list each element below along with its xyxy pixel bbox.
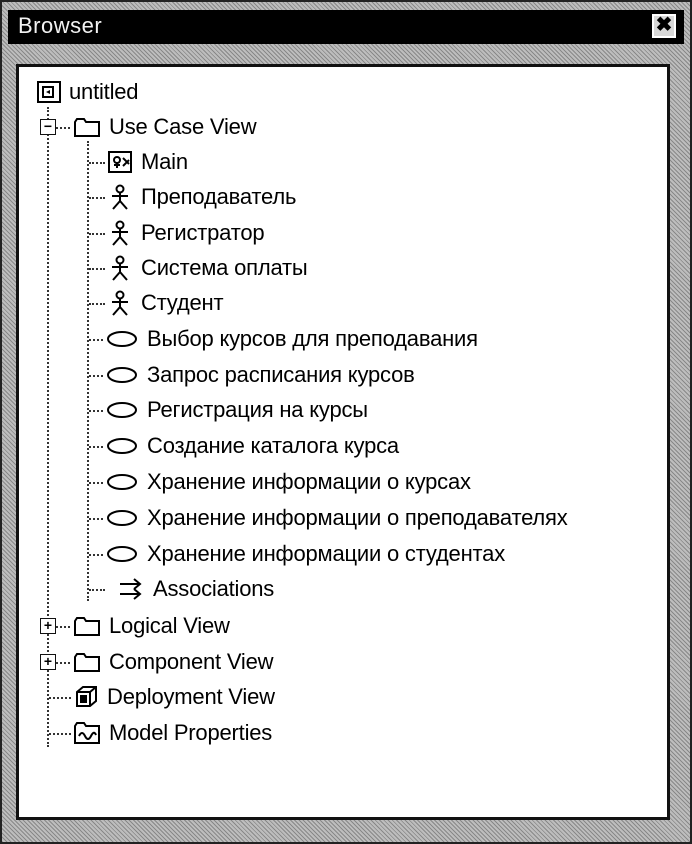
tree-item-actor[interactable] [107, 216, 264, 250]
actor-icon [107, 184, 133, 210]
associations-icon [117, 576, 145, 602]
use-case-icon [105, 436, 139, 456]
tree-item-label: Хранение информации о преподавателях [147, 505, 568, 530]
window-title: Browser [18, 13, 103, 38]
tree-item-use-case[interactable] [105, 322, 478, 356]
folder-icon [73, 116, 101, 138]
tree-connector [89, 339, 103, 341]
tree-connector [89, 446, 103, 448]
close-button[interactable] [652, 14, 676, 38]
use-case-icon [105, 508, 139, 528]
tree-node-logical-view[interactable] [73, 609, 230, 643]
diagram-icon [107, 150, 133, 174]
use-case-icon [105, 544, 139, 564]
tree-connector [89, 375, 103, 377]
tree-item-label: Main [141, 149, 188, 174]
tree-item-label: Запрос расписания курсов [147, 362, 415, 387]
tree-connector [49, 733, 71, 735]
tree-item-label: Преподаватель [141, 184, 297, 209]
logical-view-label: Logical View [109, 613, 230, 638]
use-case-icon [105, 472, 139, 492]
title-bar[interactable] [8, 10, 684, 44]
actor-icon [107, 290, 133, 316]
use-case-view-label: Use Case View [109, 114, 257, 139]
tree-item-actor[interactable] [107, 286, 223, 320]
tree-root-label: untitled [69, 79, 139, 104]
use-case-view-expander[interactable]: − [40, 119, 56, 135]
folder-icon [73, 615, 101, 637]
tree-connector [89, 482, 103, 484]
tree-connector [89, 303, 105, 305]
logical-view-expander[interactable]: + [40, 618, 56, 634]
tree-connector [56, 127, 70, 129]
tree-item-use-case[interactable] [105, 429, 399, 463]
tree-item-actor[interactable] [107, 180, 296, 214]
tree-connector [89, 518, 103, 520]
use-case-icon [105, 400, 139, 420]
tree-node-deployment-view[interactable] [73, 680, 275, 714]
tree-item-label: Регистрация на курсы [147, 397, 368, 422]
tree-connector [89, 268, 105, 270]
tree-item-associations[interactable] [117, 572, 274, 606]
tree-guide-usecase [87, 141, 89, 601]
component-view-expander[interactable]: + [40, 654, 56, 670]
tree-item-label: Система оплаты [141, 255, 308, 280]
tree-item-use-case[interactable] [105, 358, 415, 392]
browser-tree[interactable] [16, 64, 670, 820]
tree-item-label: Associations [153, 576, 275, 601]
tree-connector [89, 197, 105, 199]
tree-item-label: Студент [141, 290, 224, 315]
tree-item-actor[interactable] [107, 251, 308, 285]
tree-item-use-case[interactable] [105, 501, 568, 535]
properties-icon [73, 721, 101, 745]
model-properties-label: Model Properties [109, 720, 273, 745]
tree-item-use-case[interactable] [105, 465, 471, 499]
tree-connector [56, 662, 70, 664]
tree-node-model-properties[interactable] [73, 716, 272, 750]
tree-item-use-case[interactable] [105, 537, 505, 571]
tree-guide-root [47, 107, 49, 747]
actor-icon [107, 220, 133, 246]
tree-connector [89, 410, 103, 412]
tree-connector [89, 589, 105, 591]
close-icon: ✖ [655, 14, 673, 36]
model-root-icon [37, 81, 61, 103]
tree-item-main[interactable] [107, 145, 188, 179]
tree-connector [89, 233, 105, 235]
tree-item-label: Хранение информации о курсах [147, 469, 471, 494]
tree-item-label: Регистратор [141, 220, 265, 245]
deployment-view-label: Deployment View [107, 684, 275, 709]
actor-icon [107, 255, 133, 281]
tree-item-label: Выбор курсов для преподавания [147, 326, 478, 351]
use-case-icon [105, 329, 139, 349]
tree-node-use-case-view[interactable] [73, 110, 256, 144]
tree-connector [49, 697, 71, 699]
folder-icon [73, 651, 101, 673]
deployment-icon [73, 684, 99, 710]
tree-connector [56, 626, 70, 628]
tree-item-label: Создание каталога курса [147, 433, 399, 458]
tree-connector [89, 554, 103, 556]
tree-item-label: Хранение информации о студентах [147, 541, 506, 566]
component-view-label: Component View [109, 649, 274, 674]
tree-connector [89, 162, 105, 164]
tree-item-use-case[interactable] [105, 393, 368, 427]
tree-root[interactable] [37, 75, 138, 109]
tree-node-component-view[interactable] [73, 645, 273, 679]
use-case-icon [105, 365, 139, 385]
